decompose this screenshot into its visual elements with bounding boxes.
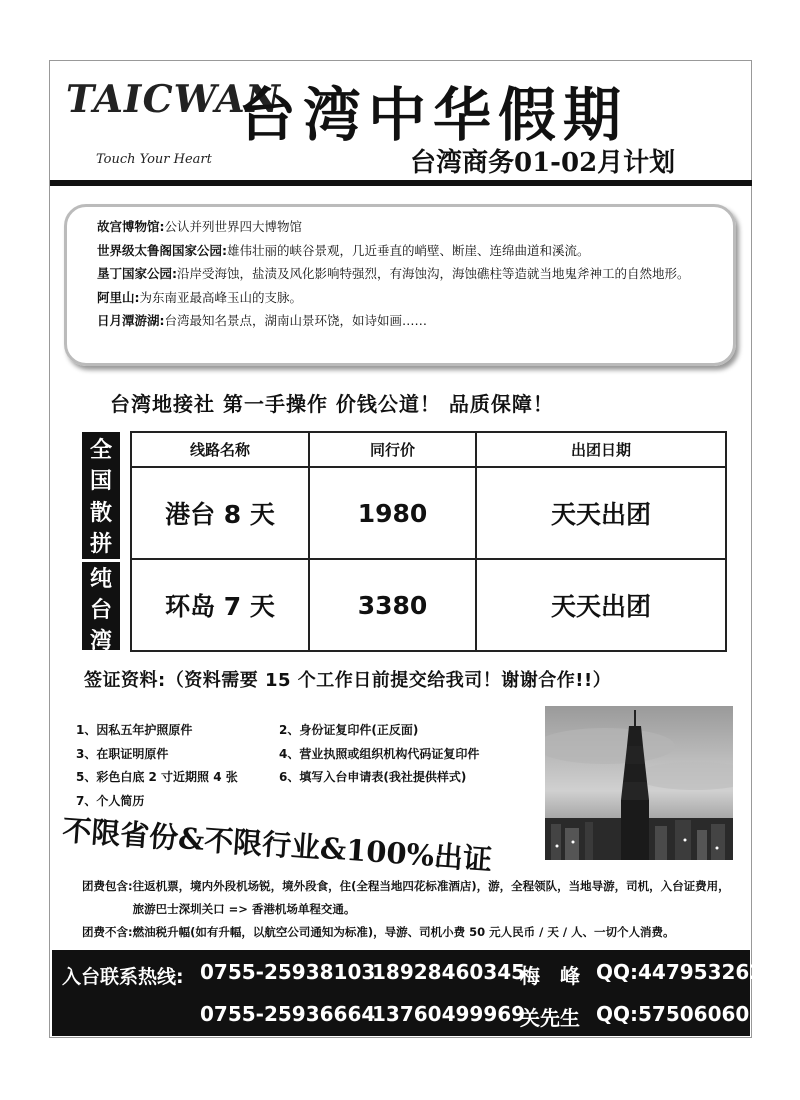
side-label-char: 拼: [89, 532, 112, 558]
fees-included-label: 团费包含:: [82, 879, 133, 893]
side-label-pure-taiwan: [82, 562, 120, 654]
attraction-name: 阿里山:: [97, 289, 140, 305]
side-label-char: 纯: [89, 567, 112, 592]
contact-qq: QQ:447953262: [596, 960, 764, 984]
visa-item: 4、营业执照或组织机构代码证复印件: [279, 746, 480, 761]
contact-phone: 0755-25936664: [200, 1002, 376, 1026]
fees-excluded-text: 燃油税升幅(如有升幅，以航空公司通知为标准)，导游、司机小费 50 元人民币 / 天 / 人、一切个人消费。: [132, 925, 675, 939]
contact-bar: [52, 950, 764, 1036]
attraction-name: 故宫博物馆:: [97, 219, 165, 234]
routes-table: [130, 431, 727, 652]
taiwan-logo: [62, 72, 286, 180]
contact-mobile: 18928460345: [372, 960, 526, 984]
side-label-char: 湾: [89, 629, 112, 654]
fees-section: [82, 875, 732, 944]
table-row: [131, 467, 726, 559]
logo-tagline: Touch Your Heart: [96, 152, 212, 167]
logo-wordmark: TAICWAN: [62, 76, 286, 121]
table-header-row: [131, 432, 726, 467]
side-label-char: 国: [89, 469, 112, 495]
route-departure-cell: 天天出团: [476, 559, 726, 651]
visa-item: 7、个人简历: [76, 793, 145, 808]
visa-item: 3、在职证明原件: [76, 746, 169, 761]
route-name-cell: 环岛 7 天: [131, 559, 309, 651]
attractions-box: [64, 204, 736, 366]
visa-item: 2、身份证复印件(正反面): [279, 723, 419, 737]
header-route-name: 线路名称: [131, 432, 309, 467]
contact-name: 梅 峰: [520, 964, 580, 988]
attraction-item: [97, 286, 717, 310]
attraction-item: [97, 262, 717, 286]
contact-qq: QQ:57506060: [596, 1002, 750, 1026]
route-name-cell: 港台 8 天: [131, 467, 309, 559]
attraction-desc: 台湾最知名景点，湖南山景环饶，如诗如画……: [164, 313, 428, 328]
attraction-desc: 沿岸受海蚀，盐渍及风化影响特强烈，有海蚀沟，海蚀礁柱等造就当地鬼斧神工的自然地形。: [177, 266, 690, 281]
header-price: 同行价: [309, 432, 476, 467]
visa-item: 5、彩色白底 2 寸近期照 4 张: [76, 770, 238, 784]
side-label-char: 全: [89, 437, 112, 463]
side-label-char: 散: [89, 500, 112, 526]
route-price-cell: 3380: [309, 559, 476, 651]
attraction-desc: 为东南亚最高峰玉山的支脉。: [139, 289, 303, 305]
route-departure-cell: 天天出团: [476, 467, 726, 559]
fees-included-text: 往返机票，境内外段机场锐，境外段食，住(全程当地四花标准酒店)，游，全程领队，当地导游，司机，入台证费用，旅游巴士深圳关口 => 香港机场单程交通。: [132, 879, 730, 916]
attraction-name: 垦丁国家公园:: [97, 266, 177, 281]
header-divider: [50, 180, 752, 186]
visa-item: 1、因私五年护照原件: [76, 723, 193, 737]
page-title: 台湾中华假期: [238, 81, 629, 149]
fees-included: [82, 875, 732, 921]
side-label-nationwide: [82, 432, 120, 559]
attraction-item: [97, 239, 717, 263]
contact-mobile: 13760499969: [372, 1002, 526, 1026]
fees-excluded: [82, 921, 732, 944]
attraction-item: [97, 215, 717, 239]
attraction-desc: 公认并列世界四大博物馆: [164, 219, 303, 234]
contact-name: 关先生: [520, 1006, 580, 1030]
attraction-desc: 雄伟壮丽的峡谷景观，几近垂直的峭壁、断崖、连绵曲道和溪流。: [227, 242, 590, 258]
table-row: [131, 559, 726, 651]
route-price-cell: 1980: [309, 467, 476, 559]
taipei-101-photo: [545, 706, 733, 860]
header-departure: 出团日期: [476, 432, 726, 467]
side-label-char: 台: [89, 598, 112, 623]
contact-phone: 0755-25938103: [200, 960, 376, 984]
page-subtitle: 台湾商务01-02月计划: [410, 148, 676, 178]
guarantee-slogan: 不限省份&不限行业&100%出证: [61, 812, 494, 877]
visa-title: 签证资料:（资料需要 15 个工作日前提交给我司！谢谢合作!!）: [84, 670, 612, 691]
attraction-item: [97, 309, 717, 333]
attraction-name: 世界级太鲁阁国家公园:: [97, 242, 227, 258]
fees-excluded-label: 团费不含:: [82, 925, 133, 939]
attraction-name: 日月潭游湖:: [97, 313, 165, 328]
contact-label: 入台联系热线:: [62, 966, 184, 988]
slogan-banner: 台湾地接社 第一手操作 价钱公道！ 品质保障！: [110, 392, 554, 416]
visa-item: 6、填写入台申请表(我社提供样式): [279, 770, 467, 784]
